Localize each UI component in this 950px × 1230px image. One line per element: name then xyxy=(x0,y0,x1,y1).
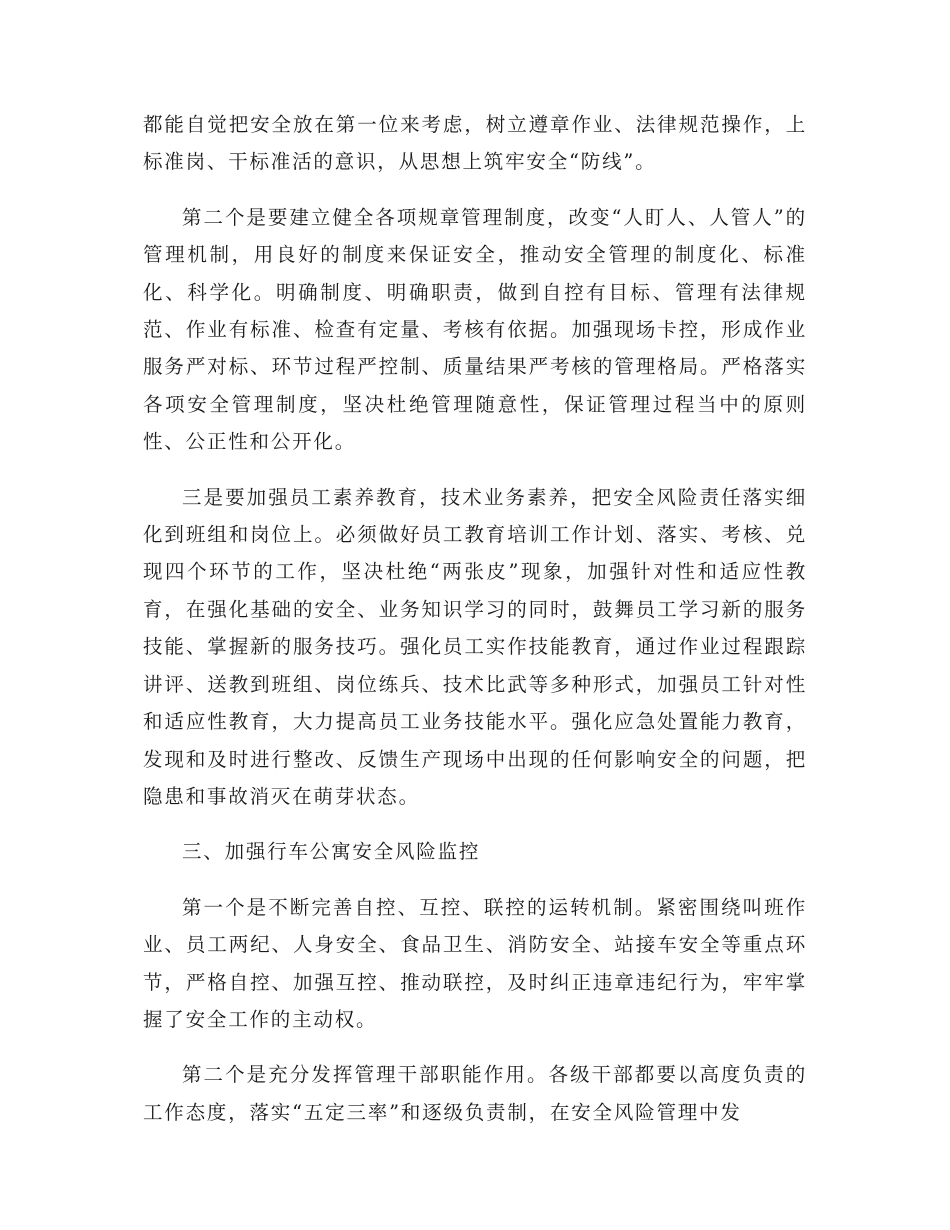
document-body xyxy=(143,106,807,1131)
paragraph-cadre-role: 第二个是充分发挥管理干部职能作用。各级干部都要以高度负责的工作态度，落实“五定三率”和逐级负责制，在安全风险管理中发 xyxy=(143,1063,807,1124)
paragraph-rules-system: 第二个是要建立健全各项规章管理制度，改变“人盯人、人管人”的管理机制，用良好的制度来保证安全，推动安全管理的制度化、标准化、科学化。明确制度、明确职责，做到自控有目标、管理有法律规范、作业有标准、检查有定量、考核有依据。加强现场卡控，形成作业服务严对标、环节过程严控制、质量结果严考核的管理格局。严格落实各项安全管理制度，坚决杜绝管理随意性，保证管理过程当中的原则性、公正性和公开化。 xyxy=(143,205,807,454)
paragraph-control-mechanism: 第一个是不断完善自控、互控、联控的运转机制。紧密围绕叫班作业、员工两纪、人身安全、食品卫生、消防安全、站接车安全等重点环节，严格自控、加强互控、推动联控，及时纠正违章违纪行为，牢牢掌握了安全工作的主动权。 xyxy=(143,895,807,1031)
paragraph-staff-education: 三是要加强员工素养教育，技术业务素养，把安全风险责任落实细化到班组和岗位上。必须做好员工教育培训工作计划、落实、考核、兑现四个环节的工作，坚决杜绝“两张皮”现象，加强针对性和适应性教育，在强化基础的安全、业务知识学习的同时，鼓舞员工学习新的服务技能、掌握新的服务技巧。强化员工实作技能教育，通过作业过程跟踪讲评、送教到班组、岗位练兵、技术比武等多种形式，加强员工针对性和适应性教育，大力提高员工业务技能水平。强化应急处置能力教育，发现和及时进行整改、反馈生产现场中出现的任何影响安全的问题，把隐患和事故消灭在萌芽状态。 xyxy=(143,485,807,808)
paragraph-continuation: 都能自觉把安全放在第一位来考虑，树立遵章作业、法律规范操作，上标准岗、干标准活的意识，从思想上筑牢安全“防线”。 xyxy=(143,113,807,174)
section-heading: 三、加强行车公寓安全风险监控 xyxy=(182,840,481,864)
